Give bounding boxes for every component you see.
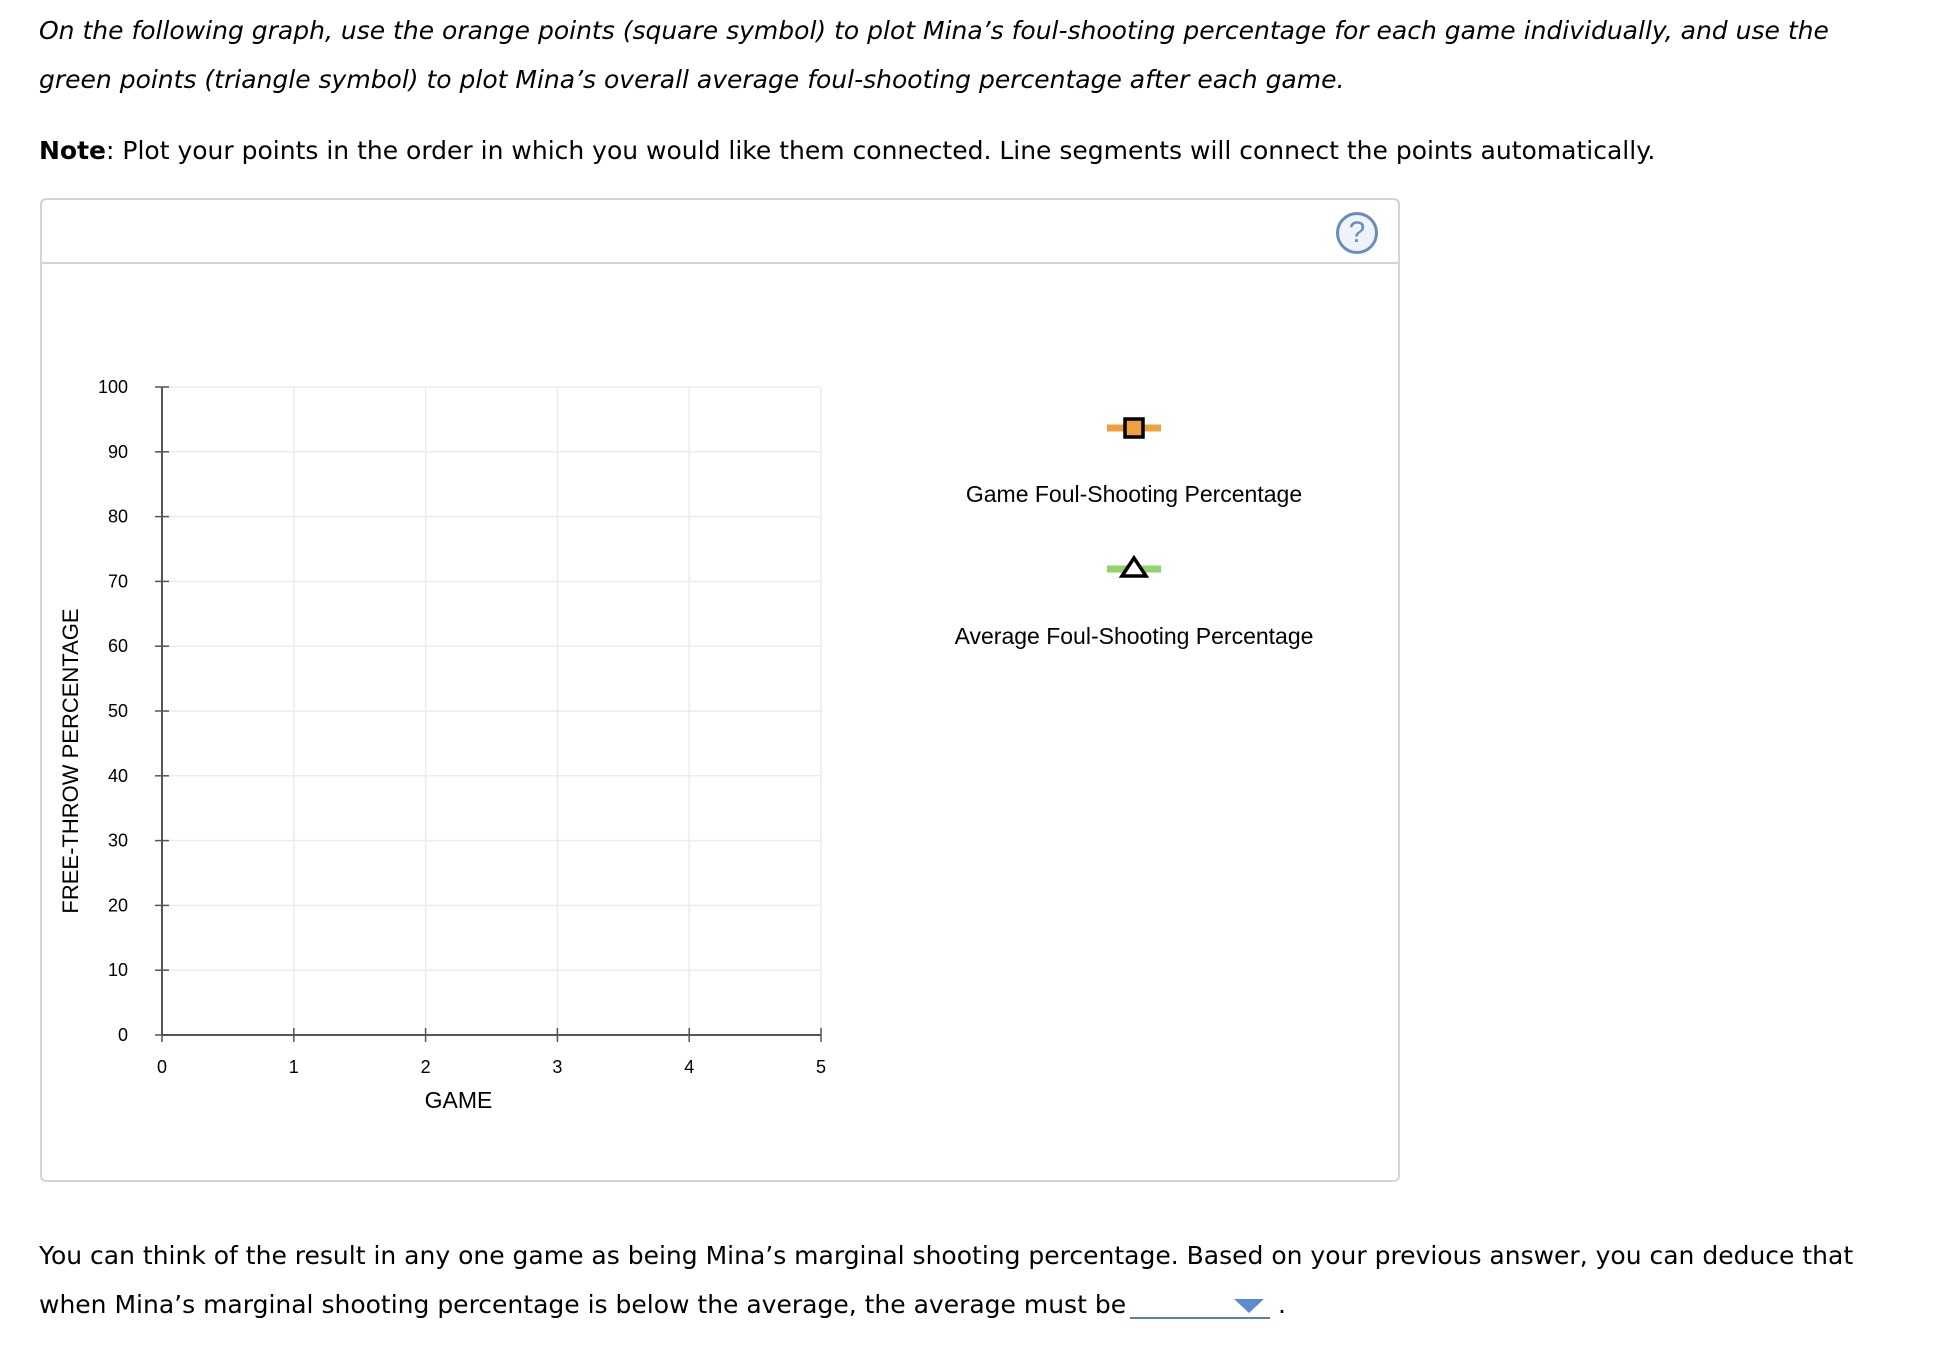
x-tick-label: 1 [288, 1057, 299, 1077]
x-axis-label: GAME [424, 1087, 493, 1113]
graph-panel [40, 198, 1400, 1182]
y-tick-label: 100 [97, 377, 128, 397]
note-text [39, 126, 1655, 175]
y-tick-label: 20 [107, 895, 128, 916]
y-tick-label: 50 [107, 701, 128, 721]
help-button[interactable]: ? [1336, 212, 1378, 254]
conclusion-text [39, 1231, 1919, 1329]
legend-label-game: Game Foul-Shooting Percentage [965, 481, 1303, 507]
note-body: : Plot your points in the order in which you would like them connected. Line segments will connect the points automatically. [106, 136, 1656, 165]
instructions-text: On the following graph, use the orange points (square symbol) to plot Mina’s foul-shooting percentage for each game individually, and use the green points (triangle symbol) to plot Mina’s overall average foul-shooting percentage after each game. [39, 16, 1829, 94]
y-axis-label: FREE-THROW PERCENTAGE [58, 608, 83, 914]
y-tick-label: 30 [107, 830, 128, 851]
x-tick-label: 0 [156, 1057, 168, 1077]
graph-canvas[interactable] [42, 200, 1398, 1180]
chevron-down-icon [1234, 1299, 1264, 1313]
y-tick-label: 80 [107, 506, 128, 527]
y-tick-label: 0 [117, 1025, 128, 1045]
conclusion-end: . [1278, 1290, 1286, 1319]
y-tick-label: 40 [107, 765, 128, 786]
y-tick-label: 10 [107, 960, 128, 981]
legend-square-marker[interactable] [1125, 419, 1143, 437]
y-tick-label: 90 [107, 441, 128, 462]
conclusion-body: You can think of the result in any one game as being Mina’s marginal shooting percentage. Based on your previous answer, you can deduce that when Mina’s marginal shooting percentage is below the average, the average must be [39, 1241, 1854, 1319]
legend-label-average: Average Foul-Shooting Percentage [954, 623, 1314, 649]
y-tick-label: 60 [107, 636, 128, 657]
x-tick-label: 5 [815, 1057, 827, 1077]
x-tick-label: 2 [420, 1057, 431, 1077]
y-tick-label: 70 [107, 571, 128, 592]
x-tick-label: 3 [552, 1057, 563, 1077]
answer-dropdown[interactable] [1130, 1287, 1270, 1319]
note-label: Note [39, 136, 107, 165]
x-tick-label: 4 [684, 1057, 695, 1077]
